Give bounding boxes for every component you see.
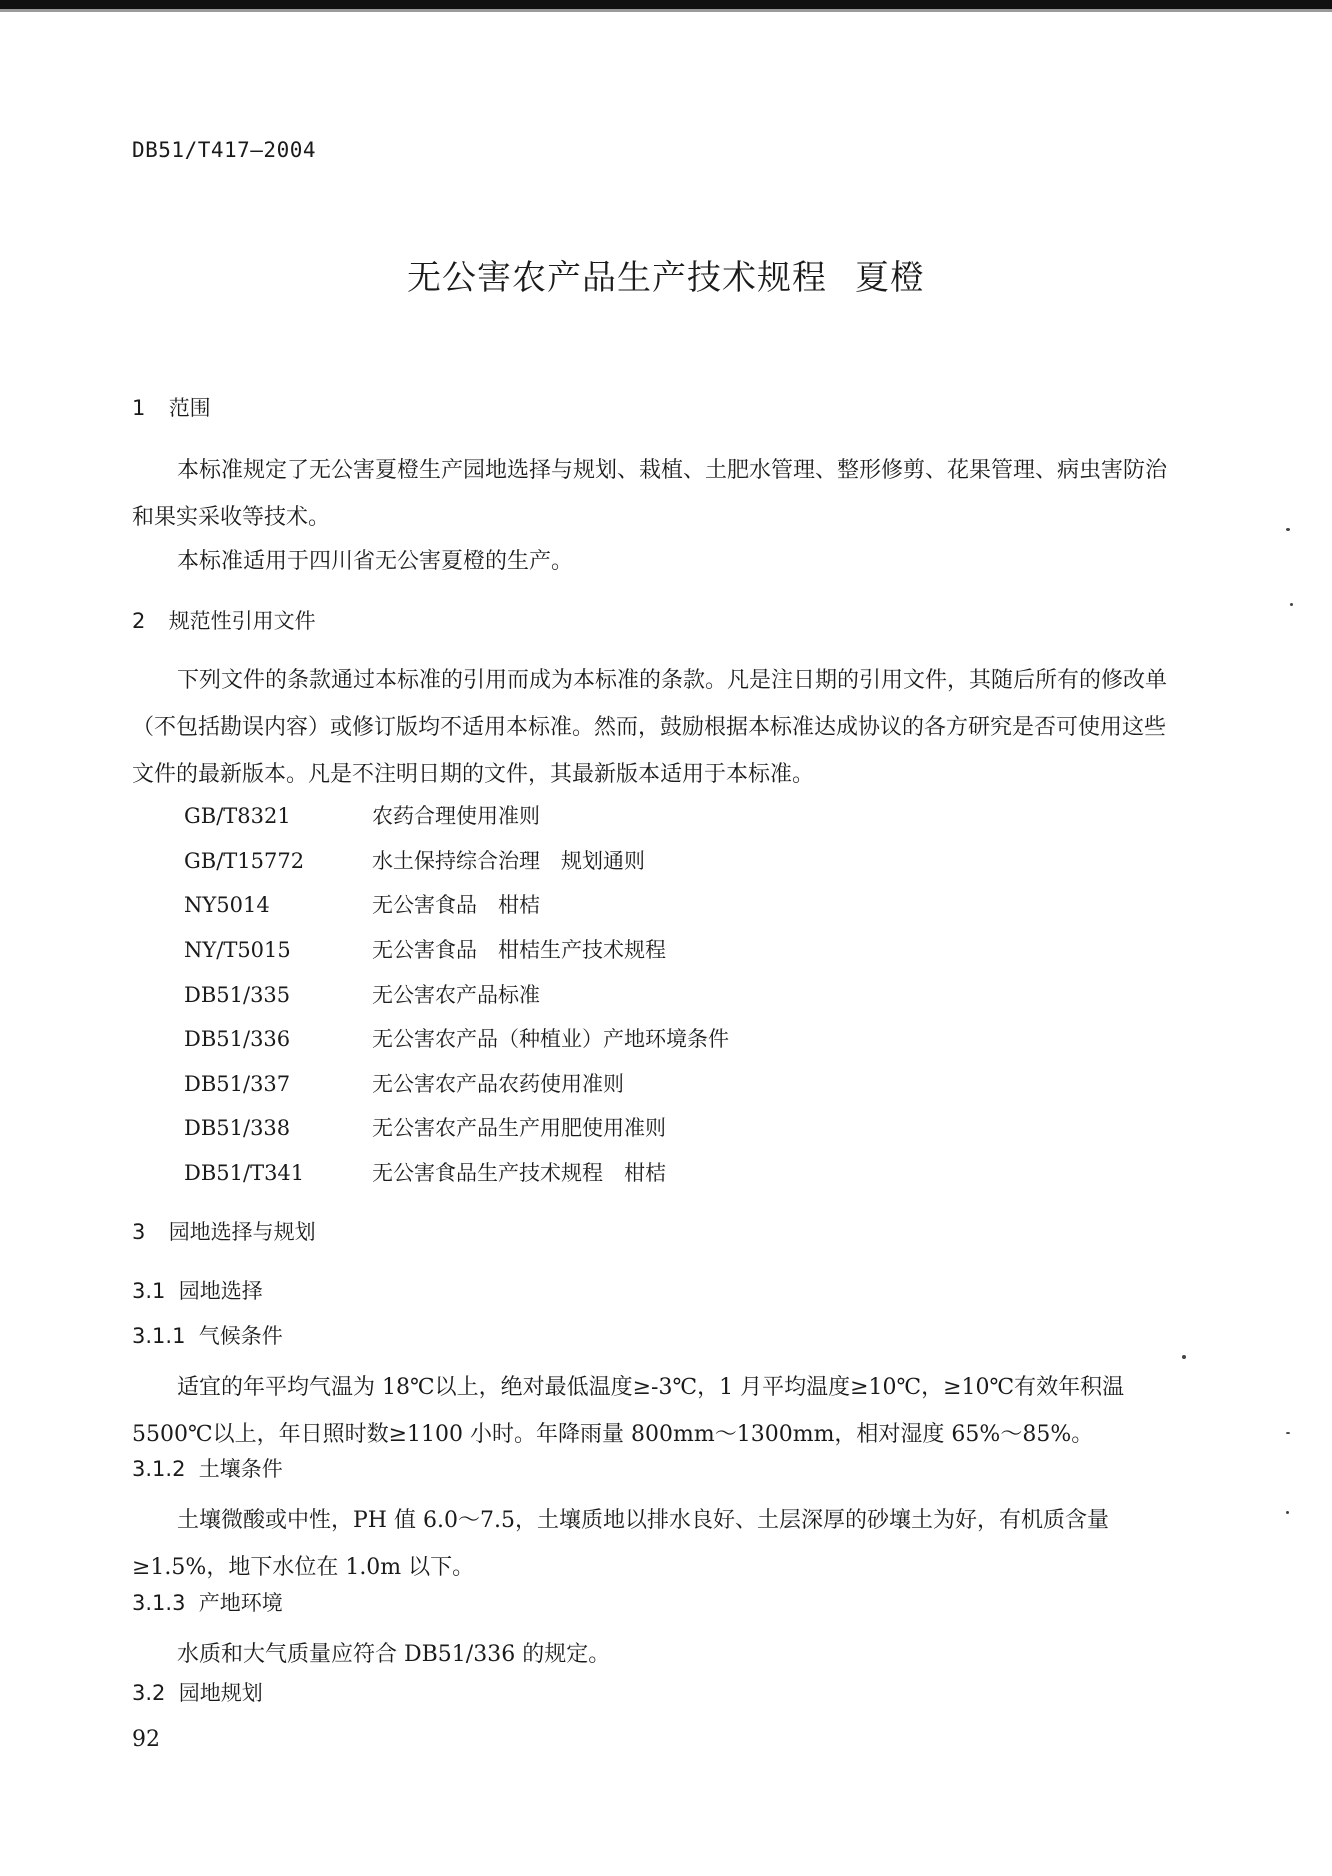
scan-speck bbox=[1286, 1511, 1289, 1514]
scan-speck bbox=[1286, 1432, 1290, 1434]
section-2-heading: 2 规范性引用文件 bbox=[132, 609, 316, 633]
reference-item: GB/T15772 水土保持综合治理 规划通则 bbox=[184, 849, 645, 873]
reference-item: NY/T5015 无公害食品 柑桔生产技术规程 bbox=[184, 938, 666, 962]
scan-speck bbox=[1290, 603, 1293, 606]
section-3-1-3-text: 水质和大气质量应符合 DB51/336 的规定。 bbox=[177, 1642, 611, 1667]
reference-item: DB51/336 无公害农产品（种植业）产地环境条件 bbox=[184, 1027, 729, 1051]
reference-item: DB51/337 无公害农产品农药使用准则 bbox=[184, 1072, 624, 1096]
section-3-1-2-heading: 3.1.2 土壤条件 bbox=[132, 1457, 283, 1481]
section-3-1-1-text: 适宜的年平均气温为 18℃以上，绝对最低温度≥-3℃，1 月平均温度≥10℃，≥10℃有效年积温5500℃以上，年日照时数≥1100 小时。年降雨量 800mm～1300mm，相对湿度 65%～85%。 bbox=[132, 1375, 1125, 1447]
section-1-paragraph-2: 本标准适用于四川省无公害夏橙的生产。 bbox=[177, 549, 574, 574]
section-3-1-heading: 3.1 园地选择 bbox=[132, 1279, 263, 1303]
title-sub: 夏橙 bbox=[855, 258, 925, 298]
reference-item: GB/T8321 农药合理使用准则 bbox=[184, 804, 540, 828]
top-border-rule bbox=[0, 0, 1332, 9]
section-1-paragraph-1: 本标准规定了无公害夏橙生产园地选择与规划、栽植、土肥水管理、整形修剪、花果管理、病虫害防治和果实采收等技术。 bbox=[132, 458, 1168, 530]
reference-item: NY5014 无公害食品 柑桔 bbox=[184, 893, 540, 917]
reference-item: DB51/T341 无公害食品生产技术规程 柑桔 bbox=[184, 1161, 666, 1185]
title-main: 无公害农产品生产技术规程 bbox=[407, 258, 827, 298]
reference-item: DB51/338 无公害农产品生产用肥使用准则 bbox=[184, 1116, 666, 1140]
document-title bbox=[0, 250, 1332, 299]
section-3-1-1-heading: 3.1.1 气候条件 bbox=[132, 1324, 283, 1348]
section-3-2-heading: 3.2 园地规划 bbox=[132, 1681, 263, 1705]
standard-code: DB51/T417—2004 bbox=[132, 138, 317, 162]
top-border-shadow bbox=[0, 9, 1332, 12]
reference-item: DB51/335 无公害农产品标准 bbox=[184, 983, 540, 1007]
section-2-intro: 下列文件的条款通过本标准的引用而成为本标准的条款。凡是注日期的引用文件，其随后所有的修改单（不包括勘误内容）或修订版均不适用本标准。然而，鼓励根据本标准达成协议的各方研究是否可使用这些文件的最新版本。凡是不注明日期的文件，其最新版本适用于本标准。 bbox=[132, 668, 1168, 787]
section-1-heading: 1 范围 bbox=[132, 396, 211, 420]
section-3-1-3-heading: 3.1.3 产地环境 bbox=[132, 1591, 283, 1615]
scan-speck bbox=[1182, 1355, 1186, 1359]
scan-speck bbox=[1286, 528, 1290, 531]
section-3-heading: 3 园地选择与规划 bbox=[132, 1220, 316, 1244]
page-number: 92 bbox=[132, 1727, 160, 1752]
section-3-1-2-text: 土壤微酸或中性，PH 值 6.0～7.5，土壤质地以排水良好、土层深厚的砂壤土为好，有机质含量≥1.5%，地下水位在 1.0m 以下。 bbox=[132, 1508, 1109, 1580]
